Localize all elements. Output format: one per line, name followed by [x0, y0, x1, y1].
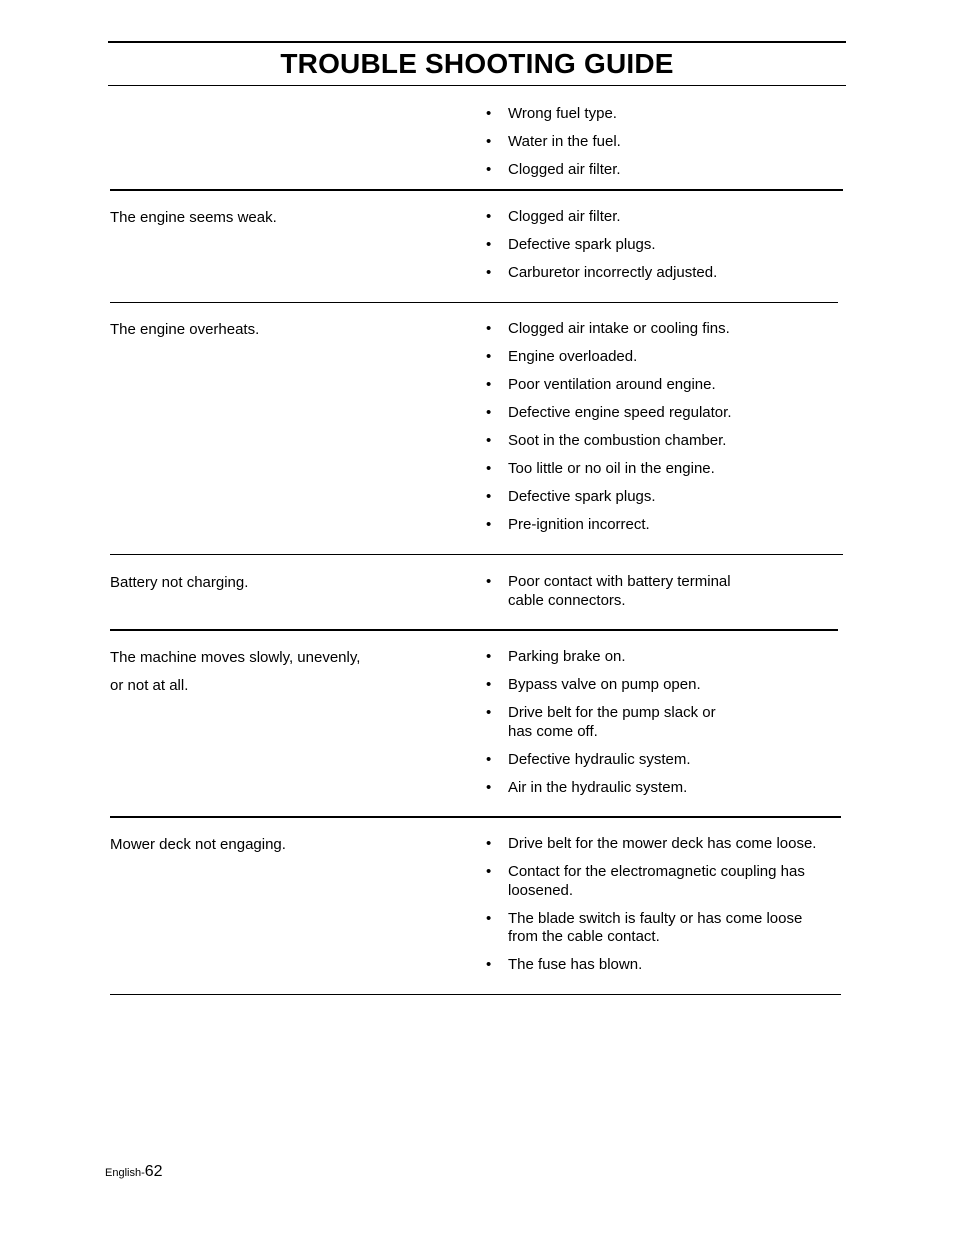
bullet-icon: • [486, 750, 492, 768]
bullet-icon: • [486, 404, 492, 421]
problem-text: The machine moves slowly, unevenly, [110, 649, 361, 666]
bullet-icon: • [486, 105, 492, 122]
cause-item: • Parking brake on. [486, 648, 626, 665]
cause-item: • Bypass valve on pump open. [486, 676, 701, 693]
causes-list [486, 573, 748, 620]
cause-item: • Carburetor incorrectly adjusted. [486, 264, 718, 281]
page-footer [105, 1163, 163, 1181]
row-divider [110, 302, 838, 303]
problem-text: Mower deck not engaging. [110, 836, 286, 853]
bullet-icon: • [486, 488, 492, 505]
problem-cell [110, 648, 470, 704]
bullet-icon: • [486, 264, 492, 281]
causes-list [486, 208, 846, 292]
cause-item: • Poor ventilation around engine. [486, 376, 716, 393]
bullet-icon: • [486, 956, 492, 973]
cause-item: • Engine overloaded. [486, 348, 638, 365]
row-divider [110, 189, 843, 191]
problem-cell [110, 208, 470, 236]
cause-item: • Clogged air intake or cooling fins. [486, 320, 730, 337]
problem-cell [110, 835, 470, 863]
bullet-icon: • [486, 320, 492, 337]
cause-item: • Drive belt for the pump slack or has come off. [486, 704, 716, 740]
cause-item: • Water in the fuel. [486, 133, 621, 150]
problem-text: Battery not charging. [110, 574, 249, 591]
problem-text: or not at all. [110, 677, 189, 694]
bullet-icon: • [486, 236, 492, 253]
cause-item: • The blade switch is faulty or has come loose from the cable contact. [486, 909, 803, 945]
row-divider [110, 816, 841, 818]
footer-language: English- [105, 1167, 145, 1179]
bullet-icon: • [486, 835, 492, 852]
bullet-icon: • [486, 648, 492, 665]
cause-item: • Defective spark plugs. [486, 488, 656, 505]
cause-item: • The fuse has blown. [486, 956, 643, 973]
bullet-icon: • [486, 909, 492, 927]
bullet-icon: • [486, 704, 492, 721]
bullet-icon: • [486, 516, 492, 533]
page-title: TROUBLE SHOOTING GUIDE [280, 48, 674, 79]
bullet-icon: • [486, 676, 492, 693]
bullet-icon: • [486, 133, 492, 150]
bullet-icon: • [486, 161, 492, 178]
cause-item: • Soot in the combustion chamber. [486, 432, 727, 449]
bullet-icon: • [486, 863, 492, 880]
cause-item: • Clogged air filter. [486, 161, 621, 178]
cause-item: • Clogged air filter. [486, 208, 621, 225]
bullet-icon: • [486, 376, 492, 393]
causes-list [486, 320, 846, 544]
row-divider [110, 629, 838, 631]
causes-list [486, 835, 836, 984]
problem-cell [110, 320, 470, 348]
problem-cell [110, 573, 470, 601]
cause-item: • Defective spark plugs. [486, 236, 656, 253]
page-number: 62 [144, 1163, 163, 1180]
bullet-icon: • [486, 432, 492, 449]
row-divider [110, 994, 841, 995]
cause-item: • Wrong fuel type. [486, 105, 617, 122]
cause-item: • Too little or no oil in the engine. [486, 460, 715, 477]
cause-item: • Drive belt for the mower deck has come loose. [486, 835, 817, 852]
problem-text: The engine seems weak. [110, 209, 277, 226]
bullet-icon: • [486, 348, 492, 365]
problem-text: The engine overheats. [110, 321, 260, 338]
row-divider [110, 554, 843, 555]
cause-item: • Defective hydraulic system. [486, 750, 691, 768]
causes-list [486, 105, 846, 189]
bullet-icon: • [486, 460, 492, 477]
cause-item: • Contact for the electromagnetic coupling has loosened. [486, 863, 805, 899]
cause-item: • Defective engine speed regulator. [486, 404, 732, 421]
bullet-icon: • [486, 573, 492, 590]
cause-item: • Poor contact with battery terminal cable connectors. [486, 573, 731, 609]
bullet-icon: • [486, 208, 492, 225]
cause-item: • Pre-ignition incorrect. [486, 516, 650, 533]
causes-list [486, 648, 736, 807]
cause-item: • Air in the hydraulic system. [486, 778, 688, 796]
bullet-icon: • [486, 778, 492, 796]
page-header [108, 41, 846, 86]
